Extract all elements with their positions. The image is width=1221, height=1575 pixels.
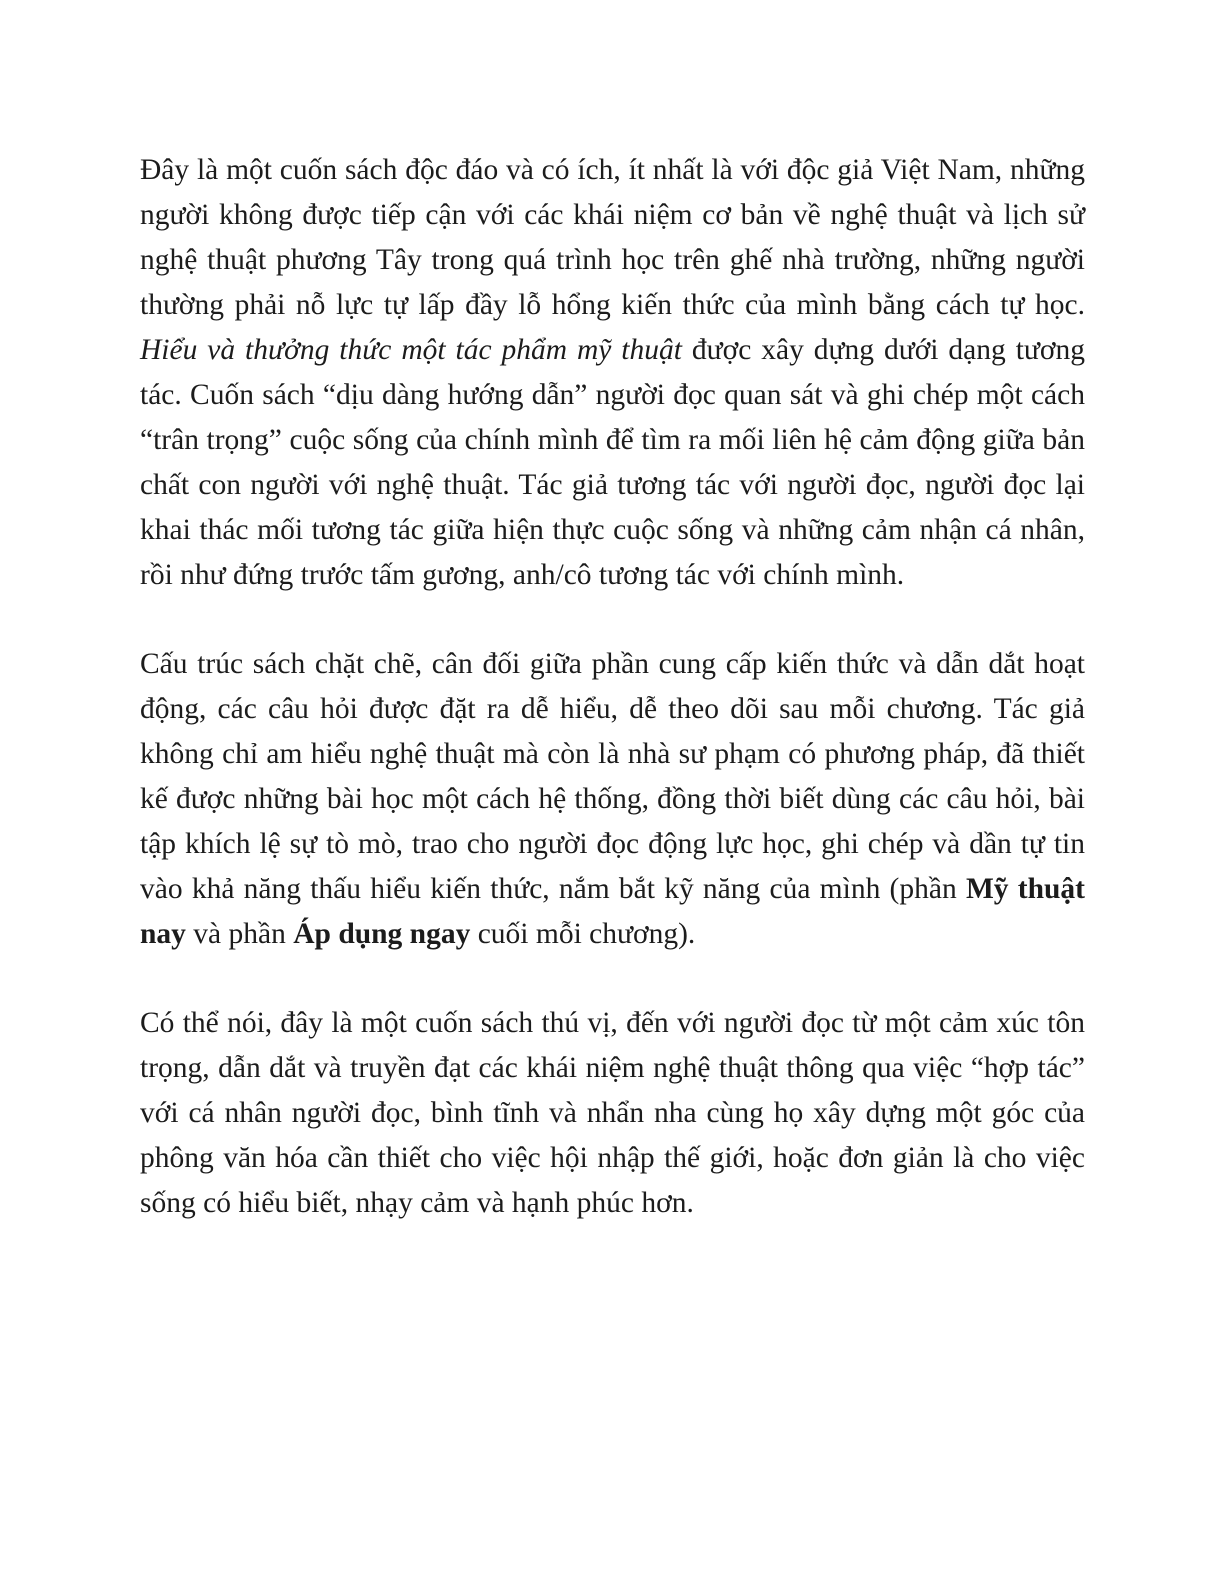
text-segment-normal: được xây dựng dưới dạng tương tác. Cuốn sách “dịu dàng hướng dẫn” người đọc quan sát và ghi chép một cách “trân trọng” cuộc sống của chính mình để tìm ra mối liên hệ cảm động giữa bản chất con người với nghệ thuật. Tác giả tương tác với người đọc, người đọc lại khai thác mối tương tác giữa hiện thực cuộc sống và những cảm nhận cá nhân, rồi như đứng trước tấm gương, anh/cô tương tác với chính mình. — [140, 334, 1085, 591]
paragraph — [140, 642, 1085, 957]
book-page-text — [140, 148, 1085, 1226]
text-segment-bold: Mỹ thuật nay — [140, 873, 1085, 950]
paragraph — [140, 1001, 1085, 1226]
text-segment-normal: Cấu trúc sách chặt chẽ, cân đối giữa phần cung cấp kiến thức và dẫn dắt hoạt động, các câu hỏi được đặt ra dễ hiểu, dễ theo dõi sau mỗi chương. Tác giả không chỉ am hiểu nghệ thuật mà còn là nhà sư phạm có phương pháp, đã thiết kế được những bài học một cách hệ thống, đồng thời biết dùng các câu hỏi, bài tập khích lệ sự tò mò, trao cho người đọc động lực học, ghi chép và dần tự tin vào khả năng thấu hiểu kiến thức, nắm bắt kỹ năng của mình (phần — [140, 648, 1085, 905]
text-segment-normal: Có thể nói, đây là một cuốn sách thú vị, đến với người đọc từ một cảm xúc tôn trọng, dẫn dắt và truyền đạt các khái niệm nghệ thuật thông qua việc “hợp tác” với cá nhân người đọc, bình tĩnh và nhẩn nha cùng họ xây dựng một góc của phông văn hóa cần thiết cho việc hội nhập thế giới, hoặc đơn giản là cho việc sống có hiểu biết, nhạy cảm và hạnh phúc hơn. — [140, 1007, 1085, 1219]
paragraph — [140, 148, 1085, 598]
text-segment-bold: Áp dụng ngay — [293, 918, 471, 950]
text-segment-normal: Đây là một cuốn sách độc đáo và có ích, ít nhất là với độc giả Việt Nam, những người không được tiếp cận với các khái niệm cơ bản về nghệ thuật và lịch sử nghệ thuật phương Tây trong quá trình học trên ghế nhà trường, những người thường phải nỗ lực tự lấp đầy lỗ hổng kiến thức của mình bằng cách tự học. — [140, 154, 1085, 321]
text-segment-normal: và phần — [185, 918, 294, 950]
text-segment-italic: Hiểu và thưởng thức một tác phẩm mỹ thuật — [140, 334, 682, 366]
text-segment-normal: cuối mỗi chương). — [470, 918, 696, 950]
